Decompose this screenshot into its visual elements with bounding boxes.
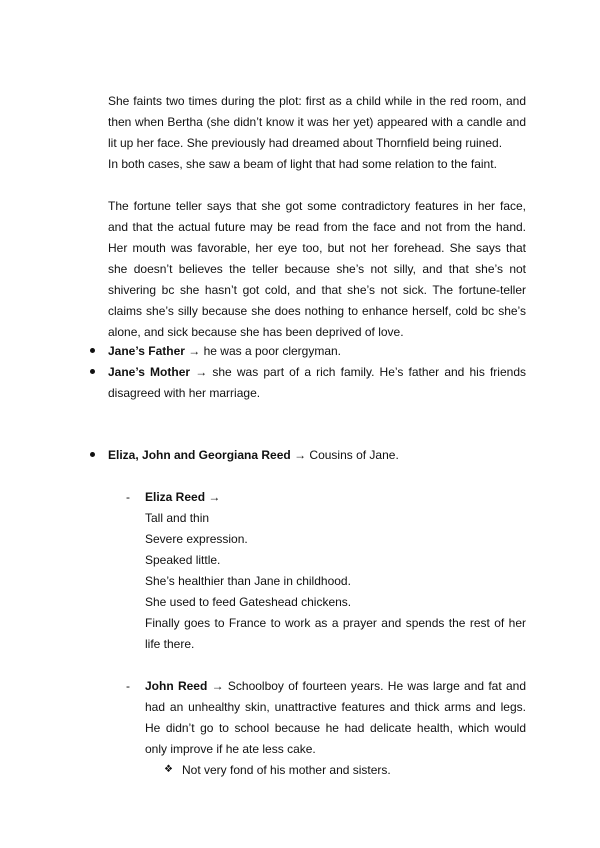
mother-label: Jane’s Mother <box>108 365 191 379</box>
arrow-icon: → <box>195 365 208 379</box>
dash-icon: - <box>126 679 130 693</box>
para2-line-3: Her mouth was favorable, her eye too, but not her forehead. She says that <box>108 241 526 255</box>
para2-line-2: and that the actual future may be read from the face and not from the hand. <box>108 220 526 234</box>
arrow-icon: → <box>294 448 307 462</box>
father-label: Jane’s Father <box>108 344 185 358</box>
bullet-icon <box>90 348 95 353</box>
john-sub-item: Not very fond of his mother and sisters. <box>182 763 391 777</box>
john-label: John Reed <box>145 679 208 693</box>
dash-icon: - <box>126 490 130 504</box>
john-line-2: had an unhealthy skin, unattractive features and thick arms and legs. <box>145 700 526 714</box>
john-text-1: Schoolboy of fourteen years. He was large and fat and <box>227 679 526 693</box>
mother-text-1: she was part of a rich family. He’s father and his friends <box>212 365 526 379</box>
mother-text-2: disagreed with her marriage. <box>108 386 261 400</box>
eliza-label: Eliza Reed <box>145 490 206 504</box>
eliza-line-5: She used to feed Gateshead chickens. <box>145 595 352 609</box>
eliza-line-4: She’s healthier than Jane in childhood. <box>145 574 351 588</box>
mother-item <box>108 365 526 379</box>
para1-line-2: then when Bertha (she didn’t know it was her yet) appeared with a candle and <box>108 115 526 129</box>
eliza-heading <box>145 490 220 504</box>
para2-line-7: alone, and sick because she has been deprived of love. <box>108 325 404 339</box>
para1-line-3: lit up her face. She previously had dreamed about Thornfield being ruined. <box>108 136 503 150</box>
father-item <box>108 344 341 358</box>
para2-line-4: she doesn’t believes the teller because she’s not silly, and that she’s not <box>108 262 526 276</box>
father-text: he was a poor clergyman. <box>203 344 342 358</box>
john-line-3: He didn’t go to school because he had delicate health, which would <box>145 721 526 735</box>
para2-line-5: shivering bc she hasn’t got cold, and that she’s not sick. The fortune-teller <box>108 283 526 297</box>
reeds-item <box>108 448 399 462</box>
bullet-icon <box>90 452 95 457</box>
para2-line-1: The fortune teller says that she got some contradictory features in her face, <box>108 199 526 213</box>
para2-line-6: claims she’s silly because she does nothing to enhance herself, cold bc she’s <box>108 304 526 318</box>
eliza-line-6: Finally goes to France to work as a prayer and spends the rest of her <box>145 616 526 630</box>
reeds-label: Eliza, John and Georgiana Reed <box>108 448 291 462</box>
john-heading <box>145 679 526 693</box>
diamond-bullet-icon: ❖ <box>164 764 173 775</box>
bullet-icon <box>90 369 95 374</box>
john-line-4: only improve if he ate less cake. <box>145 742 316 756</box>
para1-line-4: In both cases, she saw a beam of light that had some relation to the faint. <box>108 157 497 171</box>
reeds-text: Cousins of Jane. <box>309 448 399 462</box>
eliza-line-7: life there. <box>145 637 195 651</box>
arrow-icon: → <box>211 679 224 693</box>
eliza-line-1: Tall and thin <box>145 511 210 525</box>
arrow-icon: → <box>208 490 221 504</box>
arrow-icon: → <box>188 344 201 358</box>
eliza-line-3: Speaked little. <box>145 553 221 567</box>
para1-line-1: She faints two times during the plot: first as a child while in the red room, and <box>108 94 526 108</box>
eliza-line-2: Severe expression. <box>145 532 248 546</box>
